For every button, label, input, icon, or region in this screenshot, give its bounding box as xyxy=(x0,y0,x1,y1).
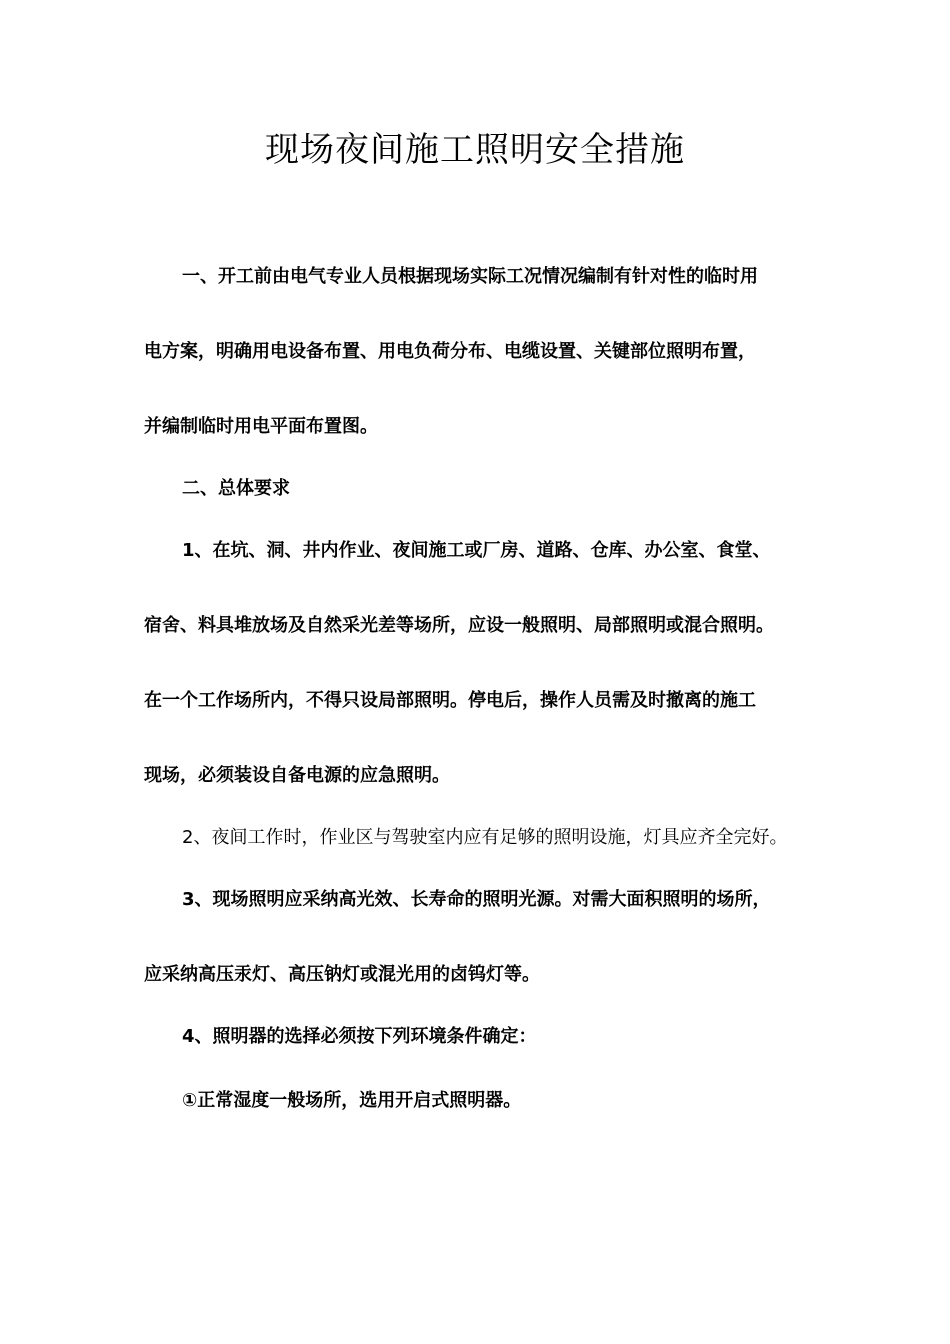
page-title: 现场夜间施工照明安全措施 xyxy=(265,130,685,170)
item-1-line-1: 1、在坑、洞、井内作业、夜间施工或厂房、道路、仓库、办公室、食堂、 xyxy=(182,540,771,561)
item-1-line-3: 在一个工作场所内，不得只设局部照明。停电后，操作人员需及时撤离的施工 xyxy=(144,690,756,711)
item-4-sub-1: ①正常湿度一般场所，选用开启式照明器。 xyxy=(182,1090,522,1111)
item-2-line-1: 2、夜间工作时，作业区与驾驶室内应有足够的照明设施，灯具应齐全完好。 xyxy=(182,827,788,848)
item-3-line-1: 3、现场照明应采纳高光效、长寿命的照明光源。对需大面积照明的场所， xyxy=(182,889,771,910)
paragraph-1-line-3: 并编制临时用电平面布置图。 xyxy=(144,416,378,437)
section-heading-general: 二、总体要求 xyxy=(182,478,290,499)
item-1-line-4: 现场，必须装设自备电源的应急照明。 xyxy=(144,765,450,786)
paragraph-1-line-2: 电方案，明确用电设备布置、用电负荷分布、电缆设置、关键部位照明布置， xyxy=(144,341,756,362)
item-1-line-2: 宿舍、料具堆放场及自然采光差等场所，应设一般照明、局部照明或混合照明。 xyxy=(144,615,774,636)
paragraph-1-line-1: 一、开工前由电气专业人员根据现场实际工况情况编制有针对性的临时用 xyxy=(182,266,758,287)
item-4-line-1: 4、照明器的选择必须按下列环境条件确定： xyxy=(182,1026,537,1047)
item-3-line-2: 应采纳高压汞灯、高压钠灯或混光用的卤钨灯等。 xyxy=(144,964,540,985)
